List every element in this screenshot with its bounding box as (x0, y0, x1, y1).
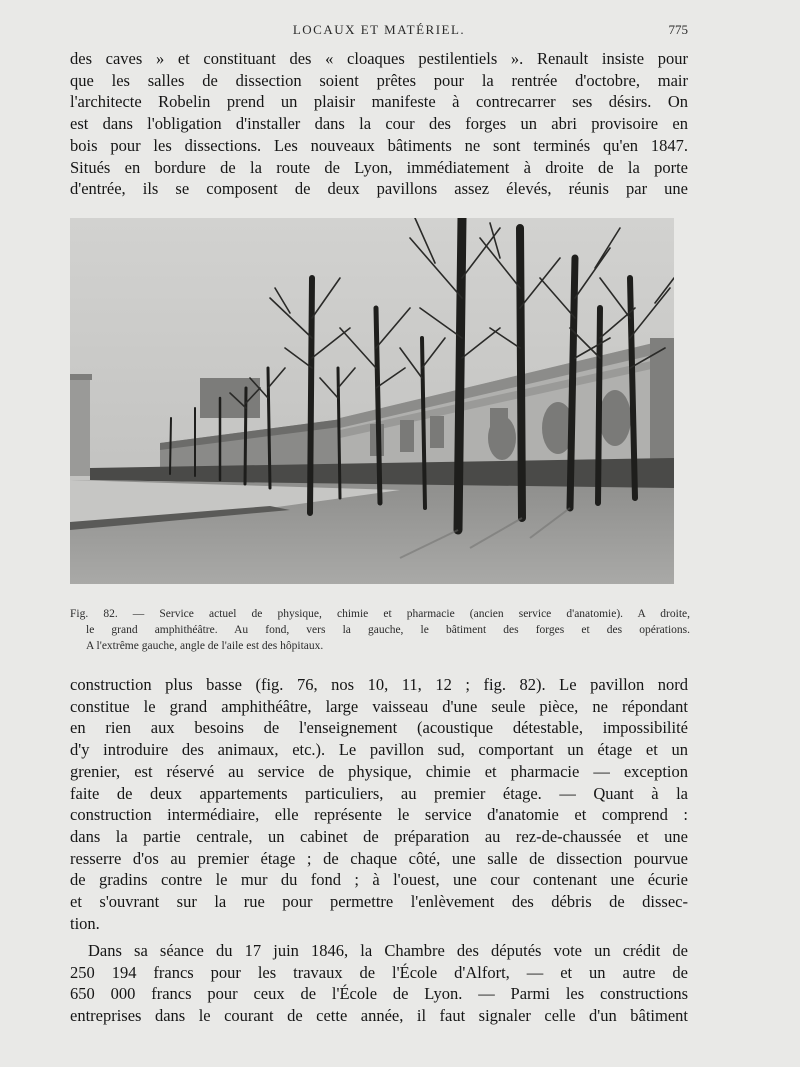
text-line: faite de deux appartements particuliers, au premier étage. — Quant à la (70, 783, 688, 803)
text-line: constitue le grand amphithéâtre, large vaisseau d'une seule pièce, ne répondant (70, 696, 688, 716)
text-line: Dans sa séance du 17 juin 1846, la Chambre des députés vote un crédit de (88, 941, 688, 960)
text-line: dans la partie centrale, un cabinet de préparation au rez-de-chaussée et une (70, 826, 688, 846)
running-title: LOCAUX ET MATÉRIEL. (292, 22, 466, 37)
text-line: de gradins contre le mur du fond ; à l'ouest, une cour contenant une écurie (70, 870, 688, 890)
text-line: entreprises dans le courant de cette année, il faut signaler celle d'un bâtiment (70, 1006, 688, 1026)
text-line: 650 000 francs pour ceux de l'École de Lyon. — Parmi les constructions (70, 984, 688, 1004)
text-line: en rien aux besoins de l'enseignement (acoustique détestable, impossibilité (70, 718, 688, 738)
text-line: l'architecte Robelin prend un plaisir manifeste à contrecarrer ses désirs. On (70, 92, 688, 112)
text-line: Situés en bordure de la route de Lyon, immédiatement à droite de la porte (70, 157, 688, 177)
text-line: tion. (70, 913, 100, 933)
text-line: bois pour les dissections. Les nouveaux bâtiments ne sont terminés qu'en 1847. (70, 135, 688, 155)
paragraph-middle (70, 674, 688, 934)
photograph-courtyard-trees (70, 218, 674, 584)
text-line: est dans l'obligation d'installer dans la cour des forges un abri provisoire en (70, 114, 688, 134)
caption-line: le grand amphithéâtre. Au fond, vers la gauche, le bâtiment des forges et des opérations. (86, 624, 690, 636)
paragraph-top (70, 48, 688, 200)
text-line: d'y introduire des animaux, etc.). Le pavillon sud, comportant un étage et un (70, 740, 688, 760)
text-line: construction intermédiaire, elle représente le service d'anatomie et comprend : (70, 805, 688, 825)
text-line: grenier, est réservé au service de physique, chimie et pharmacie — exception (70, 761, 688, 781)
text-line: 250 194 francs pour les travaux de l'École d'Alfort, — et un autre de (70, 962, 688, 982)
text-line: que les salles de dissection soient prêtes pour la rentrée d'octobre, mair (70, 70, 688, 90)
text-line: d'entrée, ils se composent de deux pavillons assez élevés, réunis par une (70, 179, 688, 199)
figure-caption (70, 606, 690, 654)
page-number: 775 (668, 22, 688, 37)
text-line: et s'ouvrant sur la rue pour permettre l'enlèvement des débris de dissec- (70, 892, 688, 912)
text-line: resserre d'os au premier étage ; de chaque côté, une salle de dissection pourvue (70, 848, 688, 868)
figure-photograph (70, 218, 674, 584)
caption-line: Fig. 82. — Service actuel de physique, chimie et pharmacie (ancien service d'anatomie). A droite, (70, 608, 690, 620)
caption-line: A l'extrême gauche, angle de l'aile est des hôpitaux. (86, 640, 324, 652)
paragraph-bottom (70, 940, 688, 1027)
text-line: des caves » et constituant des « cloaques pestilentiels ». Renault insiste pour (70, 49, 688, 68)
text-line: construction plus basse (fig. 76, nos 10, 11, 12 ; fig. 82). Le pavillon nord (70, 675, 688, 694)
page-header (70, 22, 688, 42)
